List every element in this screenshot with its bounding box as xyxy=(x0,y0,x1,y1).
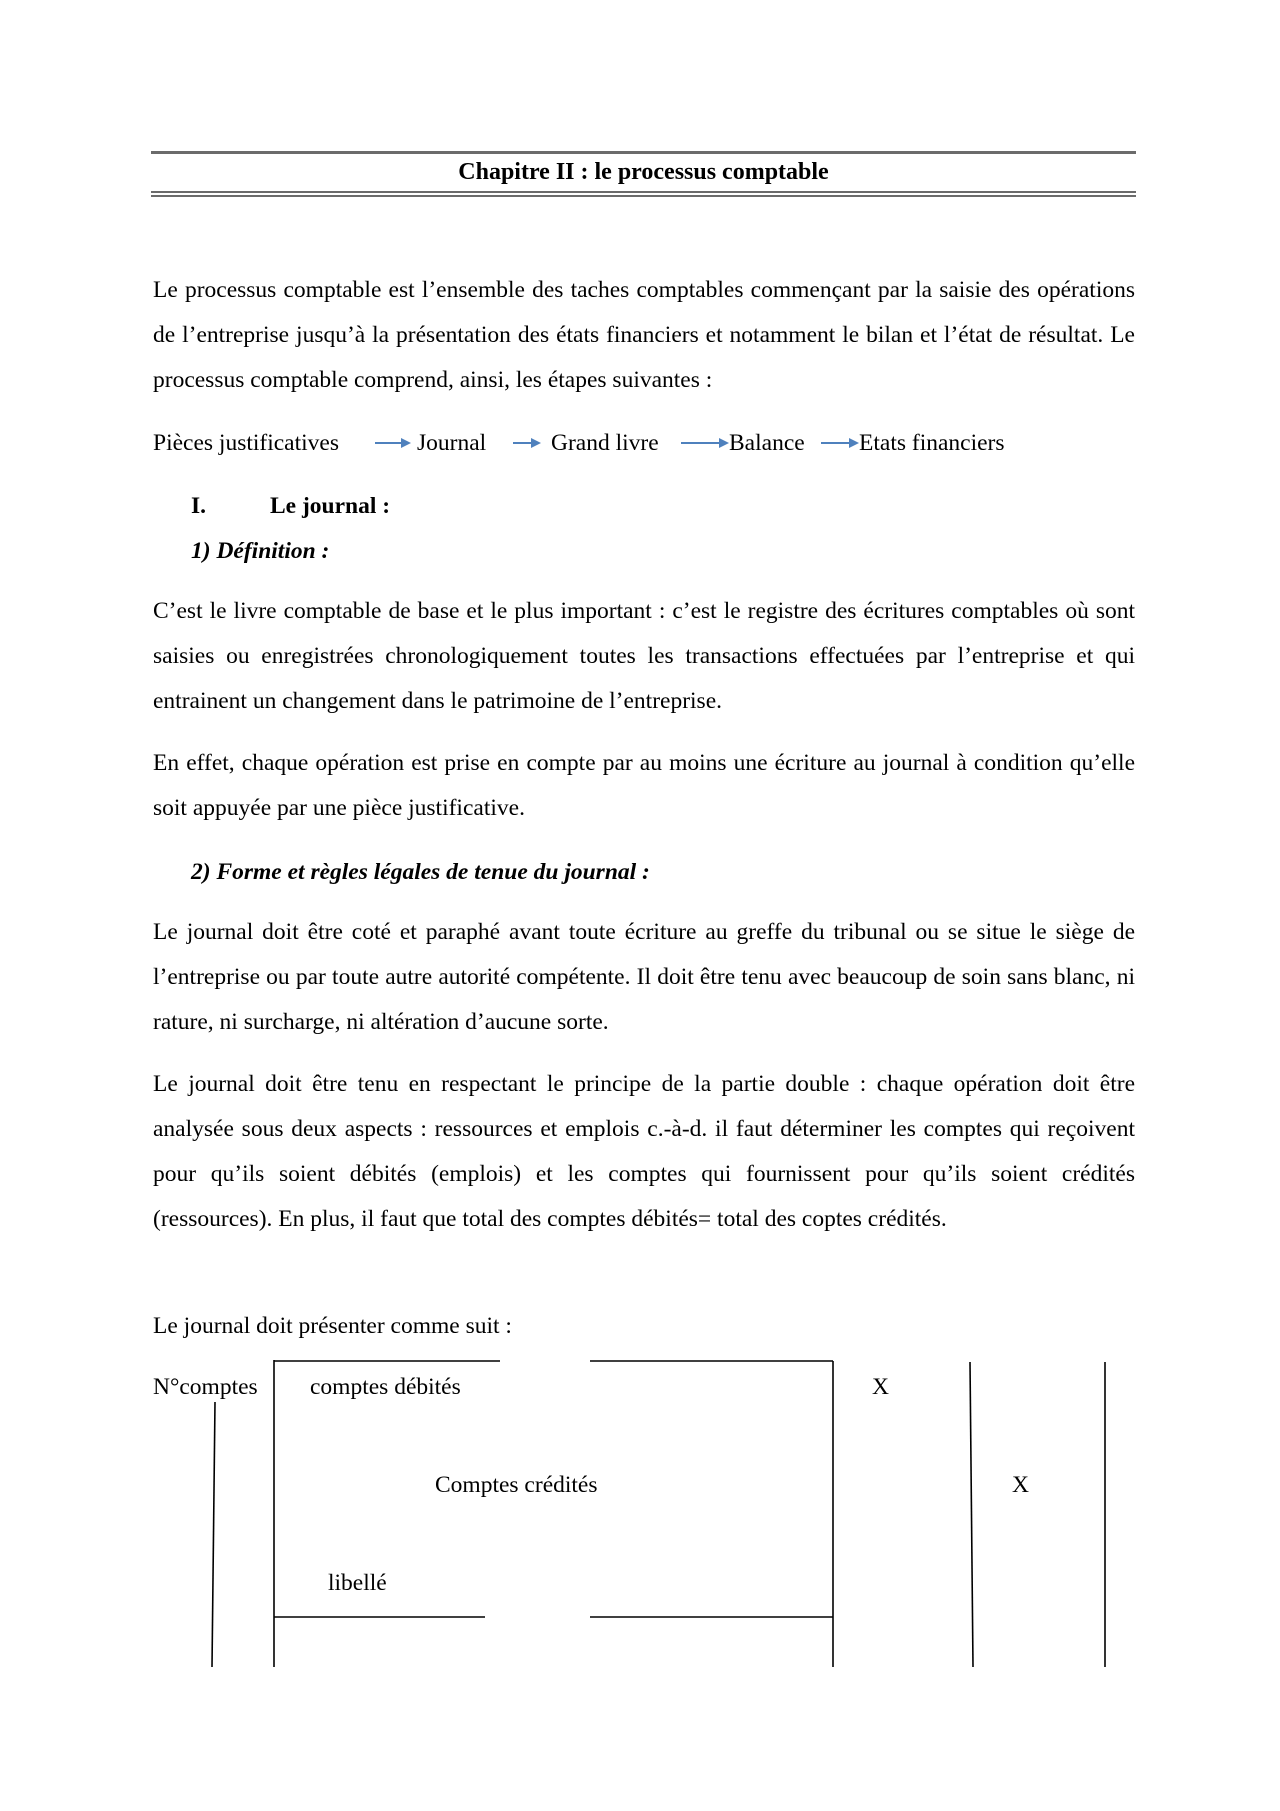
debit-mark: X xyxy=(872,1374,889,1400)
account-numbers-label: N°comptes xyxy=(153,1374,258,1400)
forme-paragraph-2: Le journal doit être tenu en respectant le principe de la partie double : chaque opération doit être analysée sous deux aspects : ressources et emplois c.-à-d. il faut déterminer les comptes qui reçoivent pour qu’ils soient débités (emplois) et les comptes qui fournissent pour qu’ils soient crédités (ressources). En plus, il faut que total des comptes débités= total des coptes crédités. xyxy=(153,1071,1135,1232)
flow-arrow-icon xyxy=(679,423,729,463)
title-bottom-rule-1 xyxy=(151,191,1136,193)
forme-paragraph-1: Le journal doit être coté et paraphé avant toute écriture au greffe du tribunal ou se situe le siège de l’entreprise ou par toute autre autorité compétente. Il doit être tenu avec beaucoup de soin sans blanc, ni rature, ni surcharge, ni altération d’aucune sorte. xyxy=(153,919,1135,1035)
flow-step-pieces: Pièces justificatives xyxy=(153,430,339,456)
flow-step-balance: Balance xyxy=(729,430,805,456)
section-title: Le journal : xyxy=(270,493,391,519)
section-number: I. xyxy=(191,493,207,519)
process-flow xyxy=(153,423,1135,463)
flow-step-grand-livre: Grand livre xyxy=(551,430,659,456)
subsection-forme-heading: 2) Forme et règles légales de tenue du journal : xyxy=(191,859,650,885)
title-top-rule xyxy=(151,151,1136,154)
debited-accounts-label: comptes débités xyxy=(310,1374,461,1400)
flow-step-journal: Journal xyxy=(417,430,487,456)
flow-step-etats-financiers: Etats financiers xyxy=(859,430,1005,456)
definition-paragraph-2: En effet, chaque opération est prise en compte par au moins une écriture au journal à condition qu’elle soit appuyée par une pièce justificative. xyxy=(153,750,1135,821)
intro-paragraph: Le processus comptable est l’ensemble des taches comptables commençant par la saisie des opérations de l’entreprise jusqu’à la présentation des états financiers et notamment le bilan et l’état de résultat. Le processus comptable comprend, ainsi, les étapes suivantes : xyxy=(153,277,1135,393)
flow-arrow-icon xyxy=(511,423,551,463)
subsection-definition-heading: 1) Définition : xyxy=(191,538,330,564)
forme-paragraph-3: Le journal doit présenter comme suit : xyxy=(153,1313,512,1339)
title-bottom-rule-2 xyxy=(151,195,1136,197)
libelle-label: libellé xyxy=(328,1570,387,1596)
credited-accounts-label: Comptes crédités xyxy=(435,1472,598,1498)
chapter-title: Chapitre II : le processus comptable xyxy=(458,159,829,185)
credit-mark: X xyxy=(1012,1472,1029,1498)
journal-form-diagram xyxy=(0,1350,1280,1690)
flow-arrow-icon xyxy=(819,423,859,463)
definition-paragraph-1: C’est le livre comptable de base et le plus important : c’est le registre des écritures comptables où sont saisies ou enregistrées chronologiquement toutes les transactions effectuées par l’entreprise et qui entrainent un changement dans le patrimoine de l’entreprise. xyxy=(153,598,1135,714)
flow-arrow-icon xyxy=(373,423,413,463)
